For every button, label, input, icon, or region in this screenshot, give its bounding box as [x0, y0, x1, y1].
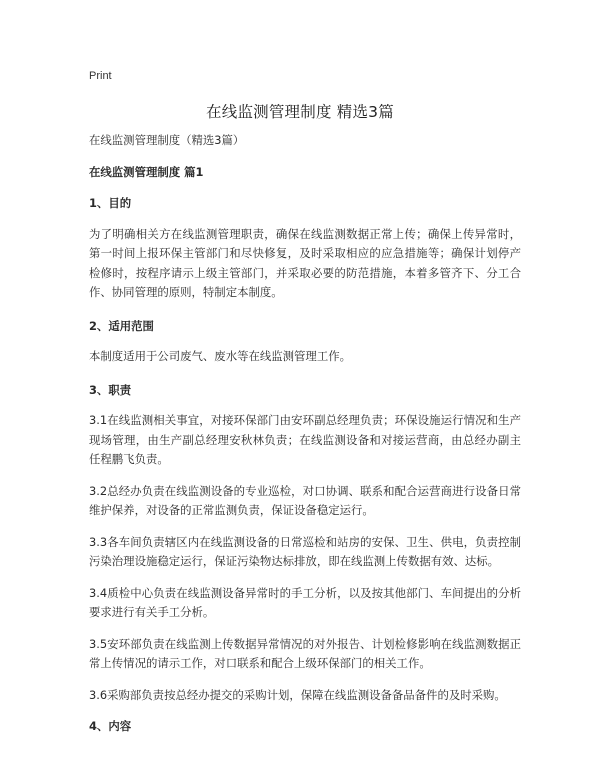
- paragraph: 3.5安环部负责在线监测上传数据异常情况的对外报告、计划检修影响在线监测数据正常上传情况的请示工作，对口联系和配合上级环保部门的相关工作。: [89, 636, 521, 670]
- print-label: Print: [89, 70, 112, 82]
- section-heading-purpose: 1、目的: [89, 196, 132, 210]
- section-heading-scope: 2、适用范围: [89, 318, 154, 333]
- section-heading-content: 4、内容: [89, 719, 132, 733]
- paragraph: 3.4质检中心负责在线监测设备异常时的手工分析，以及按其他部门、车间提出的分析要求进行有关手工分析。: [89, 585, 521, 619]
- paragraph: 3.2总经办负责在线监测设备的专业巡检，对口协调、联系和配合运营商进行设备日常维护保养，对设备的正常监测负责，保证设备稳定运行。: [89, 483, 521, 517]
- document-subtitle: 在线监测管理制度（精选3篇）: [89, 133, 245, 147]
- paragraph: 本制度适用于公司废气、废水等在线监测管理工作。: [89, 349, 351, 363]
- paragraph: 3.3各车间负责辖区内在线监测设备的日常巡检和站房的安保、卫生、供电，负责控制污染治理设施稳定运行，保证污染物达标排放，即在线监测上传数据有效、达标。: [89, 534, 521, 568]
- document-body: [89, 131, 521, 748]
- paragraph: 为了明确相关方在线监测管理职责，确保在线监测数据正常上传；确保上传异常时，第一时间上报环保主管部门和尽快修复，及时采取相应的应急措施等；确保计划停产检修时，按程序请示上级主管部门，并采取必要的防范措施，本着多管齐下、分工合作、协同管理的原则，特制定本制度。: [89, 226, 521, 299]
- section-heading-duties: 3、职责: [89, 382, 132, 397]
- part-heading: 在线监测管理制度 篇1: [89, 164, 204, 179]
- document-title: 在线监测管理制度 精选3篇: [206, 103, 394, 121]
- paragraph: 3.1在线监测相关事宜，对接环保部门由安环副总经理负责；环保设施运行情况和生产现场管理，由生产副总经理安秋林负责；在线监测设备和对接运营商，由总经办副主任程鹏飞负责。: [89, 413, 521, 466]
- paragraph: 3.6采购部负责按总经办提交的采购计划，保障在线监测设备备品备件的及时采购。: [89, 687, 506, 702]
